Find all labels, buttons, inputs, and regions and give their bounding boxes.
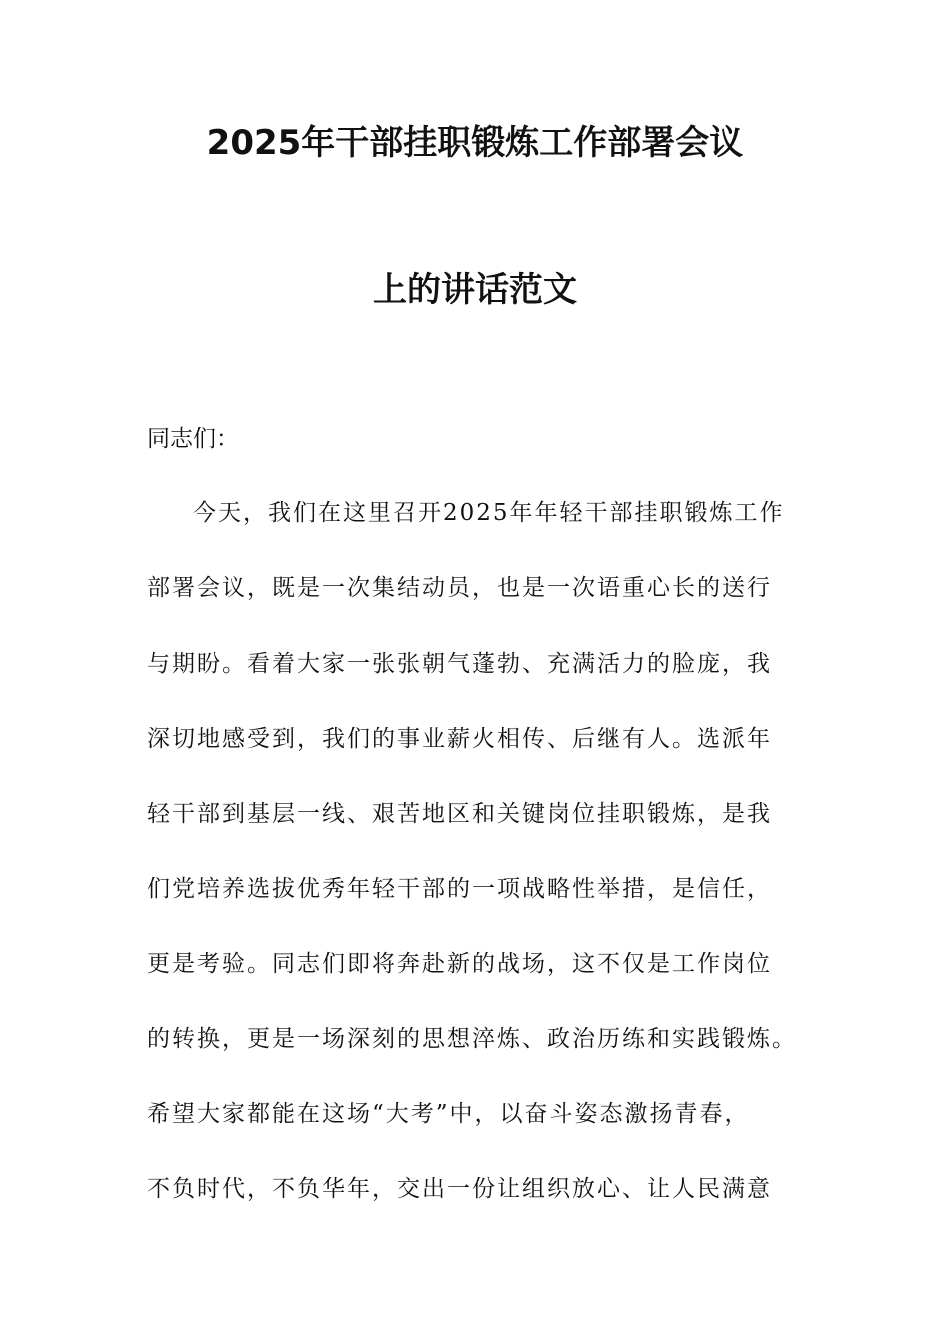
- body-line: 深切地感受到，我们的事业薪火相传、后继有人。选派年: [147, 726, 772, 752]
- body-line: 轻干部到基层一线、艰苦地区和关键岗位挂职锻炼，是我: [147, 801, 772, 827]
- document-title-line-1: 2025年干部挂职锻炼工作部署会议: [206, 123, 744, 163]
- body-line: 今天，我们在这里召开2025年年轻干部挂职锻炼工作: [193, 500, 785, 526]
- body-line: 希望大家都能在这场“大考”中，以奋斗姿态激扬青春，: [147, 1101, 750, 1127]
- body-line: 与期盼。看着大家一张张朝气蓬勃、充满活力的脸庞，我: [147, 651, 772, 677]
- body-line: 部署会议，既是一次集结动员，也是一次语重心长的送行: [147, 575, 772, 601]
- body-line: 们党培养选拔优秀年轻干部的一项战略性举措，是信任，: [147, 876, 772, 902]
- body-line: 不负时代，不负华年，交出一份让组织放心、让人民满意: [147, 1176, 772, 1202]
- body-line: 更是考验。同志们即将奔赴新的战场，这不仅是工作岗位: [147, 951, 772, 977]
- body-line: 的转换，更是一场深刻的思想淬炼、政治历练和实践锻炼。: [147, 1026, 797, 1052]
- salutation: 同志们：: [147, 426, 239, 452]
- document-title-line-2: 上的讲话范文: [373, 270, 577, 310]
